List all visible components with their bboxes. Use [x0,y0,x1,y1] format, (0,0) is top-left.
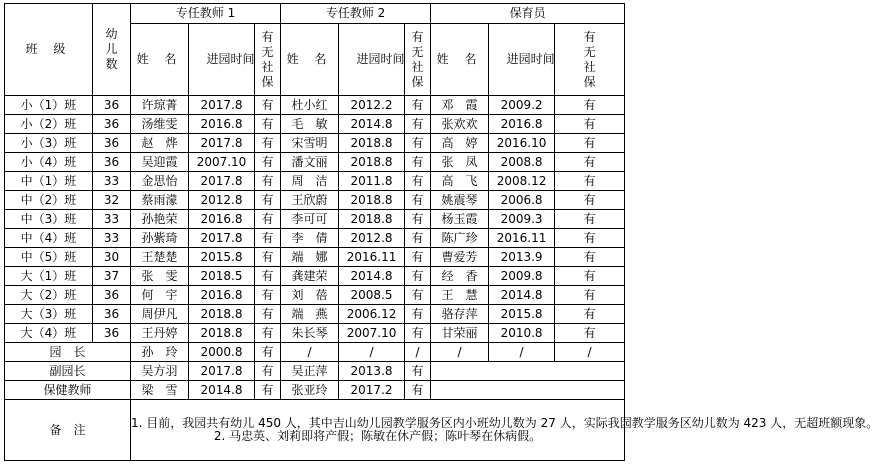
class-header: 班 级 [5,4,93,96]
count-cell: 33 [93,210,131,229]
t1-date-cell: 2017.8 [189,172,255,191]
c-name-cell: 姚震琴 [431,191,489,210]
health-date: 2014.8 [189,381,255,400]
t1-name-cell: 孙艳荣 [131,210,189,229]
t1-name-cell: 赵 烨 [131,134,189,153]
c-name-cell: 甘荣丽 [431,324,489,343]
t2-date-cell: 2016.11 [339,248,405,267]
health-name: 梁 雪 [131,381,189,400]
table-row [5,248,625,267]
c-date-cell: 2013.9 [489,248,555,267]
t1-date-cell: 2012.8 [189,191,255,210]
count-cell: 36 [93,324,131,343]
t1-name-cell: 汤维雯 [131,115,189,134]
c-ins-cell: 有 [555,191,625,210]
t1-date-cell: 2018.5 [189,267,255,286]
t2-date-cell: 2018.8 [339,134,405,153]
count-cell: 37 [93,267,131,286]
health-ins: 有 [255,381,281,400]
count-cell: 33 [93,172,131,191]
children-count-header: 幼儿数 [93,4,131,96]
c-ins-cell: 有 [555,286,625,305]
health-teacher-row [5,381,625,400]
t2-name-cell: 毛 敏 [281,115,339,134]
t2-name-cell: 端 燕 [281,305,339,324]
c-ins-cell: 有 [555,305,625,324]
t2-date-cell: 2014.8 [339,115,405,134]
c-ins-cell: 有 [555,96,625,115]
director-label: 园 长 [5,343,131,362]
health-name2: 张亚玲 [281,381,339,400]
table-row [5,96,625,115]
c-date-cell: 2009.2 [489,96,555,115]
t2-ins-cell: 有 [405,115,431,134]
t1-ins-cell: 有 [255,210,281,229]
t2-name-cell: 周 洁 [281,172,339,191]
t1-insurance-header: 有无社保 [255,24,281,96]
t1-name-cell: 周伊凡 [131,305,189,324]
notes-content [131,400,878,461]
c-ins-cell: 有 [555,229,625,248]
caregiver-group-header: 保育员 [431,4,625,24]
c-date-cell: 2010.8 [489,324,555,343]
t1-ins-cell: 有 [255,115,281,134]
t1-ins-cell: 有 [255,305,281,324]
c-date-cell: 2014.8 [489,286,555,305]
t2-insurance-header: 有无社保 [405,24,431,96]
t2-ins-cell: 有 [405,153,431,172]
t2-name-cell: 李可可 [281,210,339,229]
t2-name-header: 姓 名 [281,24,339,96]
t2-date-cell: 2012.8 [339,229,405,248]
c-name-cell: 邓 霞 [431,96,489,115]
count-cell: 36 [93,96,131,115]
director-ins: 有 [255,343,281,362]
t1-ins-cell: 有 [255,229,281,248]
t2-name-cell: 潘文丽 [281,153,339,172]
table-row [5,229,625,248]
class-cell: 大（3）班 [5,305,93,324]
table-row [5,134,625,153]
c-name-cell: 高 婷 [431,134,489,153]
t2-ins-cell: 有 [405,172,431,191]
t1-ins-cell: 有 [255,248,281,267]
t2-name-cell: 宋雪明 [281,134,339,153]
t2-name-cell: 杜小红 [281,96,339,115]
vice-ins2: 有 [405,362,431,381]
staff-roster-table [4,3,878,461]
t2-ins-cell: 有 [405,324,431,343]
t2-name-cell: 王欣蔚 [281,191,339,210]
t2-ins-cell: 有 [405,248,431,267]
c-ins-cell: 有 [555,267,625,286]
class-cell: 大（1）班 [5,267,93,286]
table-row [5,172,625,191]
t2-date-cell: 2012.2 [339,96,405,115]
t2-ins-cell: 有 [405,210,431,229]
c-date-cell: 2008.8 [489,153,555,172]
director-row [5,343,625,362]
t1-name-cell: 孙紫琦 [131,229,189,248]
class-cell: 小（1）班 [5,96,93,115]
c-insurance-header: 有无社保 [555,24,625,96]
table-row [5,267,625,286]
c-entry-header: 进园时间 [489,24,555,96]
t2-entry-header: 进园时间 [339,24,405,96]
director-slash: / [489,343,555,362]
table-row [5,153,625,172]
class-cell: 大（2）班 [5,286,93,305]
c-name-cell: 骆存萍 [431,305,489,324]
c-name-cell: 张欢欢 [431,115,489,134]
director-slash: / [555,343,625,362]
c-date-cell: 2016.8 [489,115,555,134]
vice-empty [431,362,625,381]
table-row [5,115,625,134]
c-name-cell: 曹爱芳 [431,248,489,267]
c-date-cell: 2016.11 [489,229,555,248]
c-ins-cell: 有 [555,210,625,229]
t1-date-cell: 2017.8 [189,134,255,153]
t2-ins-cell: 有 [405,229,431,248]
t1-name-cell: 许琼菁 [131,96,189,115]
t2-date-cell: 2007.10 [339,324,405,343]
vice-director-row [5,362,625,381]
c-date-cell: 2016.10 [489,134,555,153]
count-cell: 30 [93,248,131,267]
class-cell: 小（4）班 [5,153,93,172]
t1-date-cell: 2016.8 [189,115,255,134]
t2-date-cell: 2008.5 [339,286,405,305]
c-name-cell: 经 香 [431,267,489,286]
count-cell: 33 [93,229,131,248]
c-name-cell: 高 飞 [431,172,489,191]
c-name-cell: 王 慧 [431,286,489,305]
count-cell: 36 [93,115,131,134]
t1-date-cell: 2018.8 [189,305,255,324]
t2-name-cell: 朱长琴 [281,324,339,343]
table-row [5,286,625,305]
table-row [5,191,625,210]
t1-name-cell: 王楚楚 [131,248,189,267]
t1-ins-cell: 有 [255,134,281,153]
director-date: 2000.8 [189,343,255,362]
t2-ins-cell: 有 [405,286,431,305]
t1-date-cell: 2017.8 [189,229,255,248]
vice-ins: 有 [255,362,281,381]
t1-name-cell: 何 宇 [131,286,189,305]
teacher1-group-header: 专任教师 1 [131,4,281,24]
note-line-2: 2. 马忠英、刘莉即将产假；陈敏在休产假；陈叶琴在休病假。 [213,429,542,443]
table-row [5,305,625,324]
director-name: 孙 玲 [131,343,189,362]
t2-date-cell: 2018.8 [339,210,405,229]
table-row [5,210,625,229]
t2-date-cell: 2011.8 [339,172,405,191]
teacher2-group-header: 专任教师 2 [281,4,431,24]
c-name-header: 姓 名 [431,24,489,96]
t2-name-cell: 龚建荣 [281,267,339,286]
t2-date-cell: 2018.8 [339,191,405,210]
t2-name-cell: 端 娜 [281,248,339,267]
t1-ins-cell: 有 [255,96,281,115]
t1-ins-cell: 有 [255,172,281,191]
t1-date-cell: 2016.8 [189,210,255,229]
vice-date: 2017.8 [189,362,255,381]
t1-date-cell: 2007.10 [189,153,255,172]
vice-date2: 2013.8 [339,362,405,381]
notes-label: 备 注 [5,400,131,461]
t1-ins-cell: 有 [255,324,281,343]
health-label: 保健教师 [5,381,131,400]
director-slash: / [339,343,405,362]
c-name-cell: 杨玉霞 [431,210,489,229]
t1-date-cell: 2018.8 [189,324,255,343]
count-cell: 36 [93,305,131,324]
health-date2: 2017.2 [339,381,405,400]
class-cell: 中（5）班 [5,248,93,267]
t2-ins-cell: 有 [405,267,431,286]
c-ins-cell: 有 [555,115,625,134]
director-slash: / [405,343,431,362]
c-date-cell: 2009.8 [489,267,555,286]
class-cell: 小（3）班 [5,134,93,153]
vice-label: 副园长 [5,362,131,381]
health-ins2: 有 [405,381,431,400]
c-ins-cell: 有 [555,324,625,343]
t1-name-cell: 张 雯 [131,267,189,286]
t2-date-cell: 2006.12 [339,305,405,324]
t2-ins-cell: 有 [405,305,431,324]
t1-name-cell: 王丹婷 [131,324,189,343]
class-cell: 小（2）班 [5,115,93,134]
t2-date-cell: 2018.8 [339,153,405,172]
class-cell: 中（1）班 [5,172,93,191]
class-cell: 中（3）班 [5,210,93,229]
c-date-cell: 2015.8 [489,305,555,324]
c-name-cell: 陈广珍 [431,229,489,248]
count-cell: 36 [93,153,131,172]
c-name-cell: 张 凤 [431,153,489,172]
t1-name-cell: 蔡雨濛 [131,191,189,210]
c-ins-cell: 有 [555,248,625,267]
t1-date-cell: 2016.8 [189,286,255,305]
t1-ins-cell: 有 [255,267,281,286]
c-date-cell: 2008.12 [489,172,555,191]
class-cell: 大（4）班 [5,324,93,343]
t2-ins-cell: 有 [405,134,431,153]
t1-name-header: 姓 名 [131,24,189,96]
c-ins-cell: 有 [555,134,625,153]
t2-ins-cell: 有 [405,191,431,210]
vice-name: 吴方羽 [131,362,189,381]
c-date-cell: 2006.8 [489,191,555,210]
header-row-1 [5,4,625,24]
class-cell: 中（4）班 [5,229,93,248]
class-cell: 中（2）班 [5,191,93,210]
count-cell: 36 [93,286,131,305]
c-ins-cell: 有 [555,172,625,191]
t2-name-cell: 刘 蓓 [281,286,339,305]
table-row [5,324,625,343]
t2-name-cell: 李 倩 [281,229,339,248]
health-empty [431,381,625,400]
t1-date-cell: 2017.8 [189,96,255,115]
t1-name-cell: 吴迎霞 [131,153,189,172]
vice-name2: 吴正萍 [281,362,339,381]
t1-ins-cell: 有 [255,286,281,305]
t1-entry-header: 进园时间 [189,24,255,96]
t1-ins-cell: 有 [255,153,281,172]
c-ins-cell: 有 [555,153,625,172]
count-cell: 36 [93,134,131,153]
count-cell: 32 [93,191,131,210]
note-line-1: 1. 目前，我园共有幼儿 450 人，其中吉山幼儿园教学服务区内小班幼儿数为 27 人，实际我园教学服务区幼儿数为 423 人，无超班额现象。 [131,416,878,430]
t1-ins-cell: 有 [255,191,281,210]
t1-name-cell: 金思怡 [131,172,189,191]
t1-date-cell: 2015.8 [189,248,255,267]
director-slash: / [431,343,489,362]
t2-date-cell: 2014.8 [339,267,405,286]
t2-ins-cell: 有 [405,96,431,115]
director-slash: / [281,343,339,362]
c-date-cell: 2009.3 [489,210,555,229]
notes-row [5,400,625,461]
